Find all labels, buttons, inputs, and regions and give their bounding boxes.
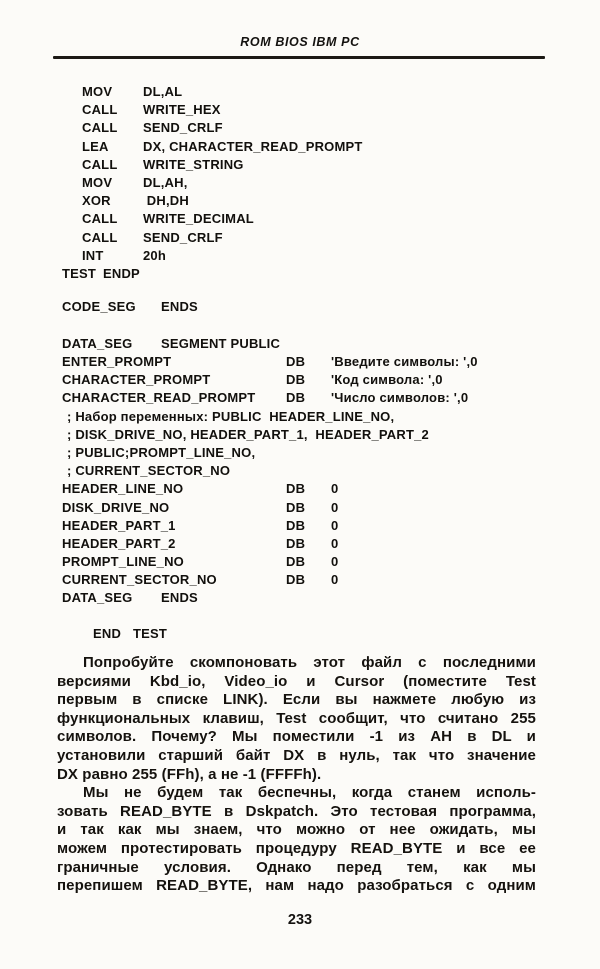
code-line: ; CURRENT_SECTOR_NO <box>67 463 231 479</box>
code-gap <box>62 608 548 625</box>
code-line: HEADER_LINE_NO DB 0 <box>62 481 339 497</box>
text-line: версиями Kbd_io, Video_io и Cursor (поместите Test <box>57 672 536 690</box>
code-line: HEADER_PART_1 DB 0 <box>62 517 339 533</box>
code-gap <box>62 316 548 335</box>
code-line: HEADER_PART_2 DB 0 <box>62 535 339 551</box>
code-listing <box>62 83 548 643</box>
code-line: END TEST <box>93 625 168 641</box>
text-line: и так как мы знаем, что можно от нее ожидать, мы <box>57 821 536 839</box>
text-line: символов. Почему? Мы поместили -1 из AH в DL и <box>57 728 536 746</box>
code-line: CALL WRITE_STRING <box>82 156 244 172</box>
page-number: 233 <box>287 912 313 928</box>
code-line: CHARACTER_PROMPT DB 'Код символа: ',0 <box>62 372 443 388</box>
running-header: ROM BIOS IBM PC <box>240 35 360 49</box>
code-line: CODE_SEG ENDS <box>62 298 198 314</box>
code-line: CALL WRITE_HEX <box>82 102 221 118</box>
code-line: CALL SEND_CRLF <box>82 229 223 245</box>
paragraph <box>57 784 536 896</box>
code-line: PROMPT_LINE_NO DB 0 <box>62 554 339 570</box>
text-line: Попробуйте скомпоновать этот файл с последними <box>83 654 536 671</box>
code-gap <box>62 283 548 298</box>
code-line: ; Набор переменных: PUBLIC HEADER_LINE_NO, <box>67 408 395 424</box>
code-line: XOR DH,DH <box>82 193 189 209</box>
code-line: CHARACTER_READ_PROMPT DB 'Число символов: ',0 <box>62 390 469 406</box>
text-line: можем протестировать процедуру READ_BYTE и все ее <box>57 839 536 857</box>
text-line: установили старший байт DX в нуль, так что значение <box>57 746 536 764</box>
body-text <box>57 654 536 896</box>
text-line: DX равно 255 (FFh), а не -1 (FFFFh). <box>57 765 322 783</box>
text-line: первым в списке LINK). Если вы нажмете любую из <box>57 691 536 709</box>
code-line: TEST ENDP <box>62 265 140 281</box>
code-line: LEA DX, CHARACTER_READ_PROMPT <box>82 138 363 154</box>
code-line: CALL SEND_CRLF <box>82 120 223 136</box>
code-line: INT 20h <box>82 247 167 263</box>
paragraph <box>57 654 536 784</box>
text-line: Мы не будем так беспечны, когда станем исполь- <box>83 784 536 802</box>
header-rule <box>53 56 545 59</box>
code-line: DATA_SEG ENDS <box>62 590 198 606</box>
code-line: MOV DL,AL <box>82 84 183 99</box>
text-line: перепишем READ_BYTE, нам надо разобраться с одним <box>57 877 536 895</box>
code-line: ; DISK_DRIVE_NO, HEADER_PART_1, HEADER_PART_2 <box>67 426 429 442</box>
text-line: зовать READ_BYTE в Dskpatch. Это тестовая программа, <box>57 802 536 820</box>
text-line: функциональных клавиш, Test сообщит, что считано 255 <box>57 709 536 727</box>
code-line: CALL WRITE_DECIMAL <box>82 211 254 227</box>
code-line: ENTER_PROMPT DB 'Введите символы: ',0 <box>62 354 478 370</box>
code-line: DATA_SEG SEGMENT PUBLIC <box>62 335 281 351</box>
code-line: CURRENT_SECTOR_NO DB 0 <box>62 572 339 588</box>
code-line: MOV DL,AH, <box>82 174 188 190</box>
code-line: DISK_DRIVE_NO DB 0 <box>62 499 339 515</box>
text-line: граничные условия. Однако перед тем, как мы <box>57 858 536 876</box>
code-line: ; PUBLIC;PROMPT_LINE_NO, <box>67 444 256 460</box>
